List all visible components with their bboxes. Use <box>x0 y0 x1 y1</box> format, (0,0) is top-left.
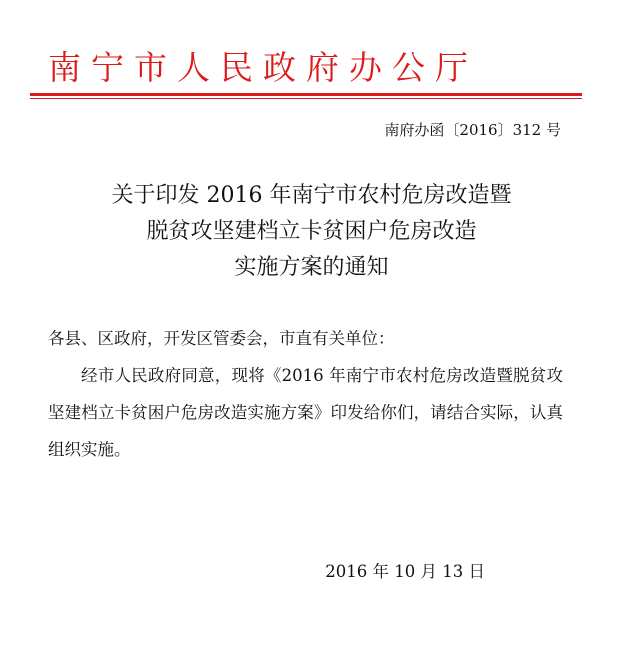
title-line-2: 脱贫攻坚建档立卡贫困户危房改造 <box>146 219 477 244</box>
title-line-1: 关于印发 2016 年南宁市农村危房改造暨 <box>111 183 512 208</box>
body-paragraph: 经市人民政府同意，现将《2016 年南宁市农村危房改造暨脱贫攻坚建档立卡贫困户危房改造实施方案》印发给你们，请结合实际，认真组织实施。 <box>48 366 563 459</box>
title-line-3: 实施方案的通知 <box>234 255 389 280</box>
red-header-rule <box>30 93 582 96</box>
issuer-heading: 南宁市人民政府办公厅 <box>48 48 478 87</box>
issue-date: 2016 年 10 月 13 日 <box>325 562 485 581</box>
salutation: 各县、区政府，开发区管委会，市直有关单位： <box>48 329 395 348</box>
red-header-rule-thin <box>30 98 582 99</box>
document-number: 南府办函〔2016〕312 号 <box>384 121 561 139</box>
document-title <box>0 178 623 286</box>
document-body <box>48 320 563 468</box>
